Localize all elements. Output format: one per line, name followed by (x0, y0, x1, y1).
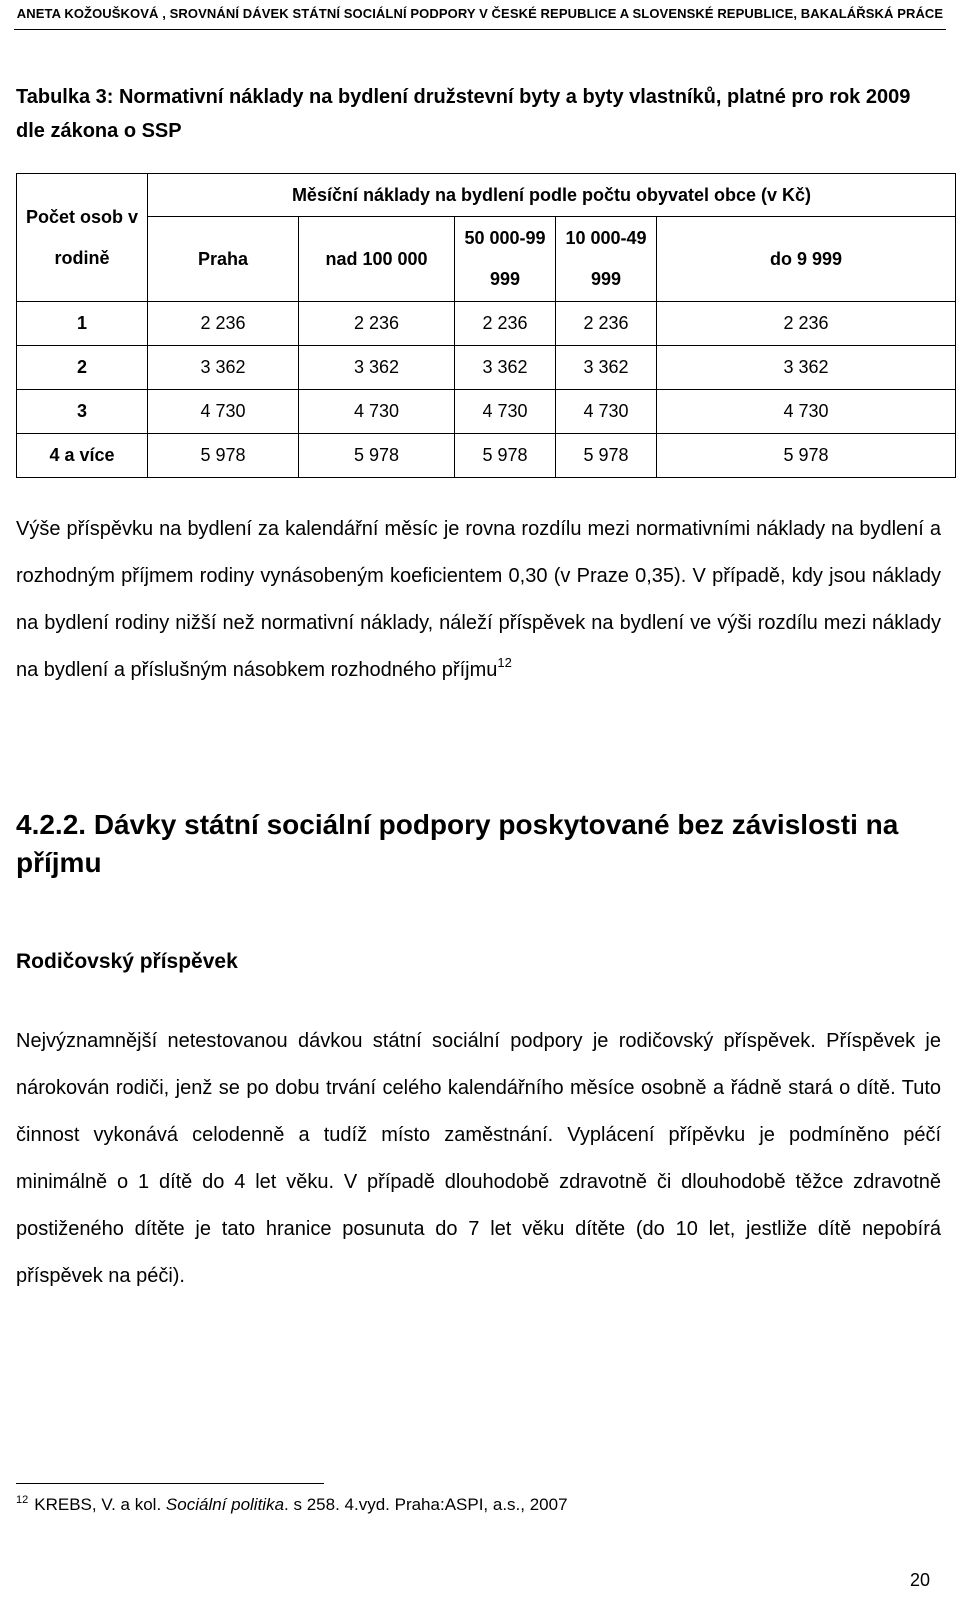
table-cell: 5 978 (148, 434, 299, 478)
table-cell: 4 730 (148, 390, 299, 434)
column-header: do 9 999 (657, 217, 956, 302)
header-rule (14, 29, 946, 30)
footnote (16, 1494, 568, 1515)
row-label: 1 (17, 302, 148, 346)
section-heading: 4.2.2. Dávky státní sociální podpory poskytované bez závislosti na příjmu (16, 809, 899, 878)
table-cell: 2 236 (455, 302, 556, 346)
footnote-text-after: . s 258. 4.vyd. Praha:ASPI, a.s., 2007 (284, 1495, 568, 1514)
table-row (17, 390, 956, 434)
column-header: 10 000-49 999 (556, 217, 657, 302)
footnote-separator (16, 1483, 324, 1484)
table-cell: 4 730 (556, 390, 657, 434)
table-cell: 5 978 (657, 434, 956, 478)
row-label: 3 (17, 390, 148, 434)
running-header: ANETA KOŽOUŠKOVÁ , SROVNÁNÍ DÁVEK STÁTNÍ SOCIÁLNÍ PODPORY V ČESKÉ REPUBLICE A SLOVENSKÉ REPUBLICE, BAKALÁŘSKÁ PRÁCE (16, 6, 944, 21)
table-cell: 5 978 (299, 434, 455, 478)
housing-costs-table (16, 173, 956, 478)
row-label: 4 a více (17, 434, 148, 478)
table-caption: Tabulka 3: Normativní náklady na bydlení družstevní byty a byty vlastníků, platné pro rok 2009 dle zákona o SSP (16, 86, 911, 142)
table-cell: 2 236 (299, 302, 455, 346)
table-cell: 3 362 (455, 346, 556, 390)
page-number: 20 (909, 1570, 930, 1590)
table-cell: 3 362 (657, 346, 956, 390)
column-header: Praha (148, 217, 299, 302)
footnote-reference: 12 (497, 655, 512, 670)
table-cell: 3 362 (556, 346, 657, 390)
row-label: 2 (17, 346, 148, 390)
column-header: nad 100 000 (299, 217, 455, 302)
table-cell: 5 978 (455, 434, 556, 478)
column-header: 50 000-99 999 (455, 217, 556, 302)
footnote-title: Sociální politika (165, 1495, 285, 1514)
table-cell: 4 730 (657, 390, 956, 434)
table-cell: 4 730 (455, 390, 556, 434)
footnote-number: 12 (16, 1494, 29, 1506)
subsection-heading: Rodičovský příspěvek (16, 950, 238, 973)
paragraph-housing-allowance (16, 506, 941, 694)
table-cell: 2 236 (148, 302, 299, 346)
table-cell: 3 362 (299, 346, 455, 390)
table-row (17, 434, 956, 478)
paragraph-text: Výše příspěvku na bydlení za kalendářní měsíc je rovna rozdílu mezi normativními náklady na bydlení a rozhodným příjmem rodiny vynásobeným koeficientem 0,30 (v Praze 0,35). V případě, kdy jsou náklady na bydlení rodiny nižší než normativní náklady, náleží příspěvek na bydlení ve výši rozdílu mezi náklady na bydlení a příslušným násobkem rozhodného příjmu (16, 518, 941, 681)
table-cell: 5 978 (556, 434, 657, 478)
paragraph-parental-allowance: Nejvýznamnější netestovanou dávkou státní sociální podpory je rodičovský příspěvek. Příspěvek je nárokován rodiči, jenž se po dobu trvání celého kalendářního měsíce osobně a řádně stará o dítě. Tuto činnost vykonává celodenně a tudíž místo zaměstnání. Vyplácení přípěvku je podmíněno péčí minimálně o 1 dítě do 4 let věku. V případě dlouhodobě zdravotně či dlouhodobě těžce zdravotně postiženého dítěte je tato hranice posunuta do 7 let věku dítěte (do 10 let, jestliže dítě nepobírá příspěvek na péči). (16, 1030, 941, 1287)
table-row (17, 302, 956, 346)
table-group-header: Měsíční náklady na bydlení podle počtu obyvatel obce (v Kč) (148, 174, 956, 217)
table-cell: 4 730 (299, 390, 455, 434)
footnote-text-before: KREBS, V. a kol. (34, 1495, 166, 1514)
table-cell: 2 236 (657, 302, 956, 346)
table-corner-label: Počet osob v rodině (17, 174, 148, 302)
table-cell: 3 362 (148, 346, 299, 390)
table-row (17, 346, 956, 390)
table-cell: 2 236 (556, 302, 657, 346)
